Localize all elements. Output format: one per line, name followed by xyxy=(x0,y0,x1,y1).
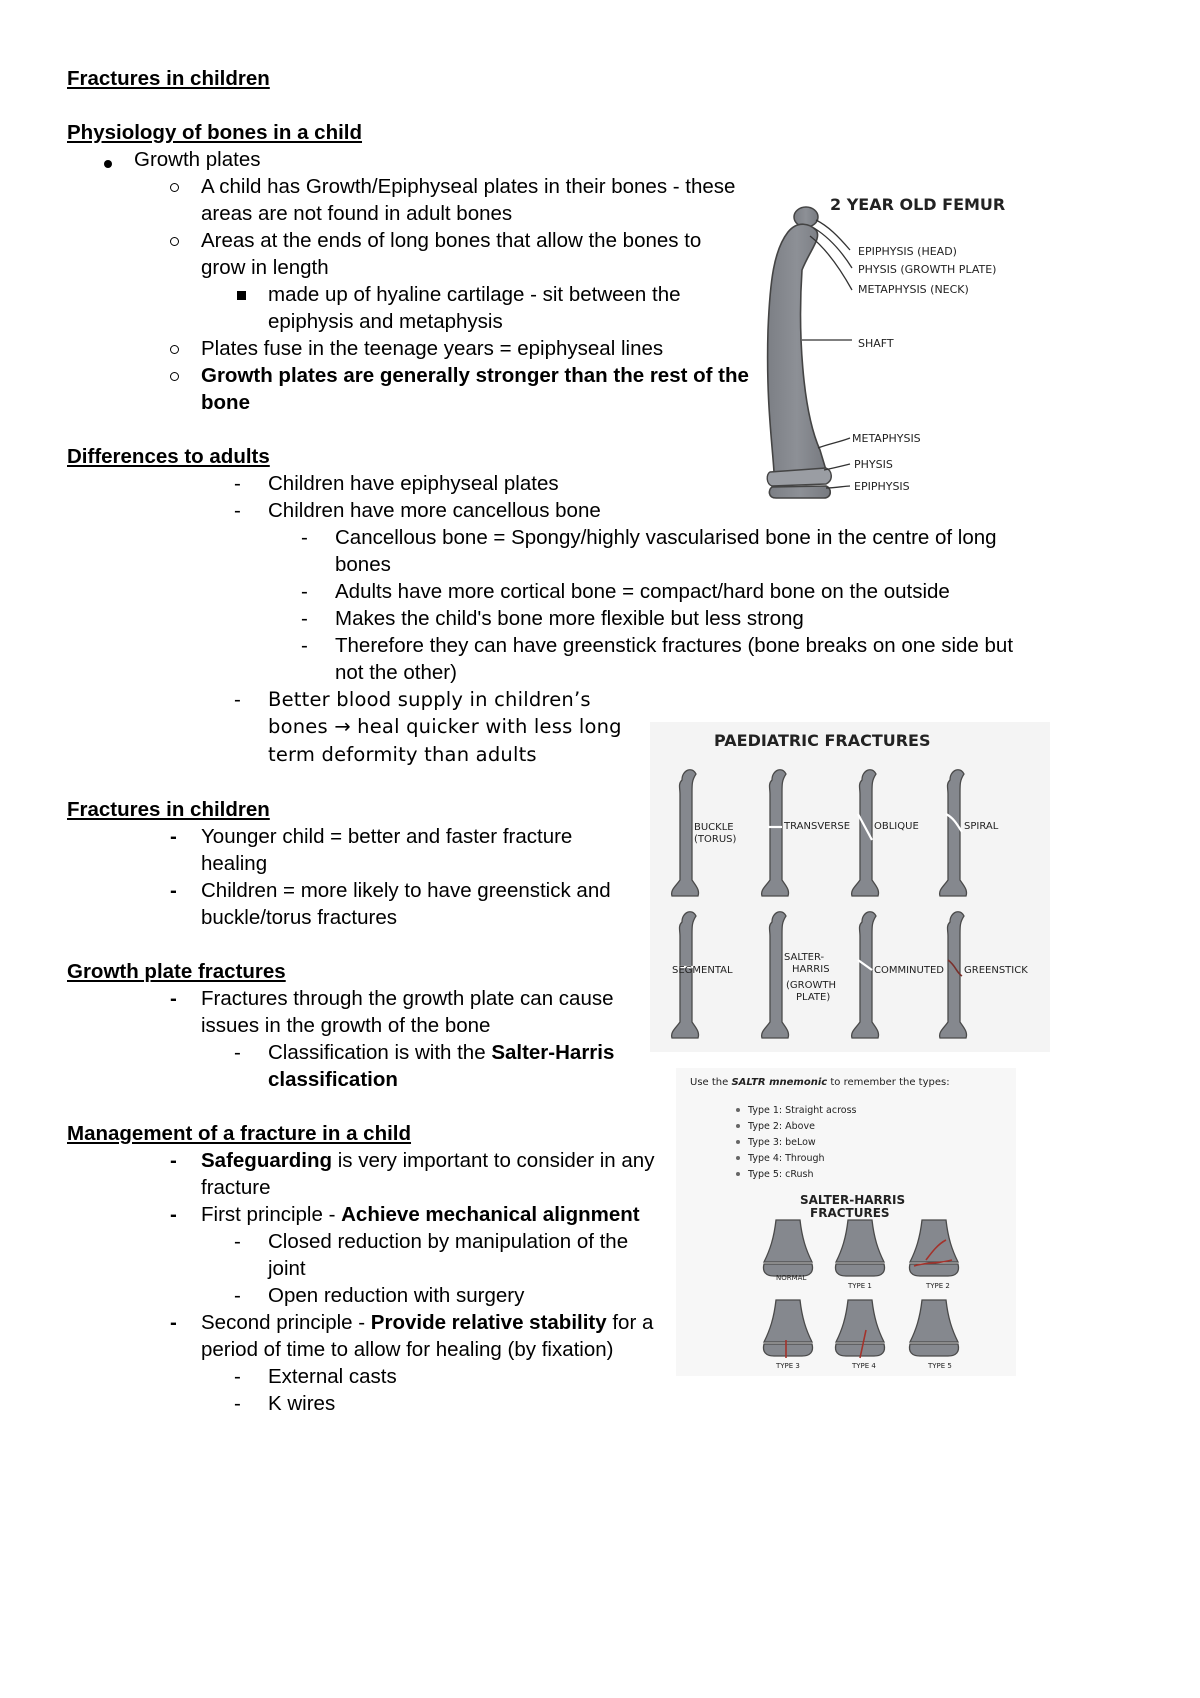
saltr-type: Type 4: Through xyxy=(748,1153,825,1164)
list-item: First principle - Achieve mechanical alignment xyxy=(201,1203,640,1226)
list-item: Growth plates are generally stronger than the rest of the xyxy=(201,364,749,387)
saltr-type: Type 1: Straight across xyxy=(748,1105,857,1116)
salter-harris-title: SALTER-HARRIS xyxy=(800,1193,906,1207)
list-item: External casts xyxy=(268,1365,397,1388)
dash-marker: - xyxy=(234,499,241,522)
list-item: Cancellous bone = Spongy/highly vascularised bone in the centre of long xyxy=(335,526,997,549)
list-item-cont: bones → heal quicker with less long xyxy=(268,715,622,738)
list-item: Fractures through the growth plate can cause xyxy=(201,987,614,1010)
list-item: Makes the child's bone more flexible but less strong xyxy=(335,607,804,630)
femur-label: METAPHYSIS (NECK) xyxy=(858,283,969,296)
fracture-label: SPIRAL xyxy=(964,821,999,832)
epiphysis-shape xyxy=(835,1264,884,1276)
dash-marker: - xyxy=(170,1311,177,1334)
section-heading-differences: Differences to adults xyxy=(67,445,270,468)
saltr-type: Type 2: Above xyxy=(748,1121,815,1132)
fracture-label: COMMINUTED xyxy=(874,965,944,976)
dash-marker: - xyxy=(170,987,177,1010)
fracture-label: (TORUS) xyxy=(694,834,737,845)
list-item-cont: not the other) xyxy=(335,661,457,684)
femur-title: 2 YEAR OLD FEMUR xyxy=(830,195,1006,214)
list-item: Safeguarding is very important to consider in any xyxy=(201,1149,655,1172)
sh-bone-label: TYPE 5 xyxy=(928,1362,952,1370)
sh-bone-label: NORMAL xyxy=(776,1274,807,1282)
dash-marker: - xyxy=(234,1041,241,1064)
saltr-type: Type 5: cRush xyxy=(748,1169,814,1180)
fracture-label: HARRIS xyxy=(792,964,830,975)
dash-marker: - xyxy=(301,580,308,603)
list-item: Areas at the ends of long bones that allow the bones to xyxy=(201,229,702,252)
section-heading-physiology: Physiology of bones in a child xyxy=(67,121,363,144)
section-heading-management: Management of a fracture in a child xyxy=(67,1122,412,1145)
paediatric-fractures-diagram xyxy=(650,722,1050,1052)
dash-marker: - xyxy=(234,1392,241,1415)
section-heading-growth-plate: Growth plate fractures xyxy=(67,960,286,983)
sh-bone-label: TYPE 2 xyxy=(926,1282,950,1290)
femur-label: PHYSIS xyxy=(854,458,893,471)
bullet-dot xyxy=(104,160,112,168)
list-item: Younger child = better and faster fracture xyxy=(201,825,573,848)
page-title: Fractures in children xyxy=(67,67,270,90)
dash-marker: - xyxy=(170,1203,177,1226)
dash-marker: - xyxy=(301,607,308,630)
fracture-label: OBLIQUE xyxy=(874,821,919,832)
list-item: made up of hyaline cartilage - sit between the xyxy=(268,283,681,306)
list-item-cont: epiphysis and metaphysis xyxy=(268,310,503,333)
fracture-label: GREENSTICK xyxy=(964,965,1028,976)
epiphysis-shape xyxy=(909,1344,958,1356)
bullet-circle xyxy=(170,372,179,381)
bullet-square xyxy=(237,291,246,300)
dash-marker: - xyxy=(301,526,308,549)
list-item-cont: issues in the growth of the bone xyxy=(201,1014,491,1037)
list-item: Children have more cancellous bone xyxy=(268,499,601,522)
list-item-cont: fracture xyxy=(201,1176,271,1199)
list-item: Closed reduction by manipulation of the xyxy=(268,1230,629,1253)
dash-marker: - xyxy=(234,1284,241,1307)
dash-marker: - xyxy=(301,634,308,657)
list-item: A child has Growth/Epiphyseal plates in their bones - these xyxy=(201,175,736,198)
saltr-type: Type 3: beLow xyxy=(748,1137,816,1148)
list-item: Children = more likely to have greenstick and xyxy=(201,879,611,902)
list-item-cont: term deformity than adults xyxy=(268,743,537,766)
list-item-cont: bones xyxy=(335,553,391,576)
dash-marker: - xyxy=(234,1365,241,1388)
paediatric-title: PAEDIATRIC FRACTURES xyxy=(714,731,931,750)
list-item: Second principle - Provide relative stability for a xyxy=(201,1311,654,1334)
list-item: K wires xyxy=(268,1392,336,1415)
dash-marker: - xyxy=(234,472,241,495)
section-heading-fractures: Fractures in children xyxy=(67,798,270,821)
list-item-cont: grow in length xyxy=(201,256,329,279)
list-item-cont: healing xyxy=(201,852,268,875)
femur-label: PHYSIS (GROWTH PLATE) xyxy=(858,263,997,276)
saltr-intro: Use the SALTR mnemonic to remember the types: xyxy=(690,1077,950,1088)
femur-diagram xyxy=(758,180,1030,510)
list-item: Children have epiphyseal plates xyxy=(268,472,559,495)
fracture-label: (GROWTH xyxy=(786,980,836,991)
list-item-cont: areas are not found in adult bones xyxy=(201,202,513,225)
femur-bone xyxy=(767,207,831,498)
dash-marker: - xyxy=(234,1230,241,1253)
list-item-cont: classification xyxy=(268,1068,398,1091)
list-item-cont: buckle/torus fractures xyxy=(201,906,397,929)
dash-marker: - xyxy=(170,825,177,848)
sh-bone-label: TYPE 1 xyxy=(848,1282,872,1290)
salter-harris-diagram xyxy=(676,1068,1016,1376)
list-item: Better blood supply in children’s xyxy=(268,688,591,711)
list-item-cont: period of time to allow for healing (by fixation) xyxy=(201,1338,614,1361)
dash-marker: - xyxy=(170,1149,177,1172)
femur-label: SHAFT xyxy=(858,337,894,350)
list-item: Plates fuse in the teenage years = epiphyseal lines xyxy=(201,337,664,360)
sh-bone-label: TYPE 3 xyxy=(776,1362,800,1370)
list-item: Therefore they can have greenstick fractures (bone breaks on one side but xyxy=(335,634,1014,657)
femur-label: METAPHYSIS xyxy=(852,432,921,445)
list-item-cont: joint xyxy=(268,1257,306,1280)
list-item: Adults have more cortical bone = compact/hard bone on the outside xyxy=(335,580,950,603)
bullet-circle xyxy=(170,345,179,354)
list-item: Classification is with the Salter-Harris xyxy=(268,1041,615,1064)
list-item: Growth plates xyxy=(134,148,261,171)
bullet-circle xyxy=(170,183,179,192)
dash-marker: - xyxy=(170,879,177,902)
list-item-cont: bone xyxy=(201,391,250,414)
fracture-label: SALTER- xyxy=(784,952,825,963)
fracture-label: TRANSVERSE xyxy=(784,821,851,832)
dash-marker: - xyxy=(234,688,241,711)
fracture-label: SEGMENTAL xyxy=(672,965,733,976)
epiphysis-shape xyxy=(763,1344,812,1356)
fracture-label: PLATE) xyxy=(796,992,831,1003)
list-item: Open reduction with surgery xyxy=(268,1284,525,1307)
salter-harris-title: FRACTURES xyxy=(810,1206,890,1220)
femur-label: EPIPHYSIS (HEAD) xyxy=(858,245,957,258)
fracture-label: BUCKLE xyxy=(694,822,734,833)
bullet-circle xyxy=(170,237,179,246)
sh-bone-label: TYPE 4 xyxy=(852,1362,876,1370)
femur-label: EPIPHYSIS xyxy=(854,480,910,493)
